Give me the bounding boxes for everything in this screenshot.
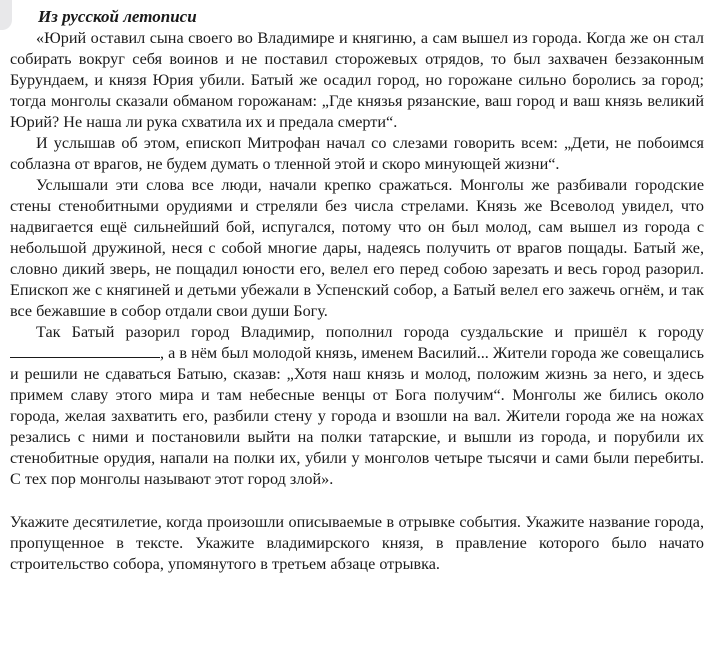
paragraph-3: Услышали эти слова все люди, начали крепко сражаться. Монголы же разбивали городские стены стенобитными орудиями и стреляли без числа стрелами. Князь же Всеволод увидел, что надвигается ещё сильнейший бой, испугался, потому что он был молод, сам вышел из города с небольшой дружиной, неся с собой многие дары, надеясь получить от врагов пощады. Батый же, словно дикий зверь, не пощадил юности его, велел его перед собою зарезать и весь город разорил. Епископ же с княгиней и детьми убежали в Успенский собор, а Батый велел его зажечь огнём, и так все бежавшие в собор отдали свои души Богу. [10,176,704,320]
paragraph-1: «Юрий оставил сына своего во Владимире и княгиню, а сам вышел из города. Когда же он стал собирать вокруг себя воинов и не поставил сторожевых отрядов, то был захвачен беззаконным Бурундаем, и князя Юрия убили. Батый же осадил город, но горожане сильно боролись за город; тогда монголы сказали обманом горожанам: „Где князья рязанские, ваш город и ваш князь великий Юрий? Не наша ли рука схватила их и предала смерти“. [10,29,704,131]
task-questions [10,512,704,575]
paragraph-2: И услышав об этом, епископ Митрофан начал со слезами говорить всем: „Дети, не побоимся соблазна от врагов, не будем думать о тленной этой и скоро минующей жизни“. [10,134,704,173]
document-page [10,6,704,575]
chronicle-excerpt [10,28,704,490]
task-text: Укажите десятилетие, когда произошли описываемые в отрывке события. Укажите название города, пропущенное в тексте. Укажите владимирского князя, в правление которого было начато строительство собора, упомянутого в третьем абзаце отрывка. [10,513,704,573]
source-title: Из русской летописи [38,7,197,26]
missing-city-blank [10,343,160,358]
paragraph-4-before-blank: Так Батый разорил город Владимир, пополнил города суздальские и пришёл к городу [36,323,704,341]
paragraph-4 [10,322,704,490]
paragraph-4-after-blank: , а в нём был молодой князь, именем Василий... Жители города же совещались и решили не сдаваться Батыю, сказав: „Хотя наш князь и молод, положим жизнь за него, и здесь примем славу этого мира и там небесные венцы от Бога получим“. Монголы же бились около города, желая захватить его, разбили стену у города и взошли на вал. Жители города же на ножах резались с ними и постановили выйти на полки татарские, и вышли из города, и порубили их стенобитные орудия, напали на полки их, убили у монголов четыре тысячи и сами были перебиты. С тех пор монголы называют этот город злой». [10,344,704,488]
